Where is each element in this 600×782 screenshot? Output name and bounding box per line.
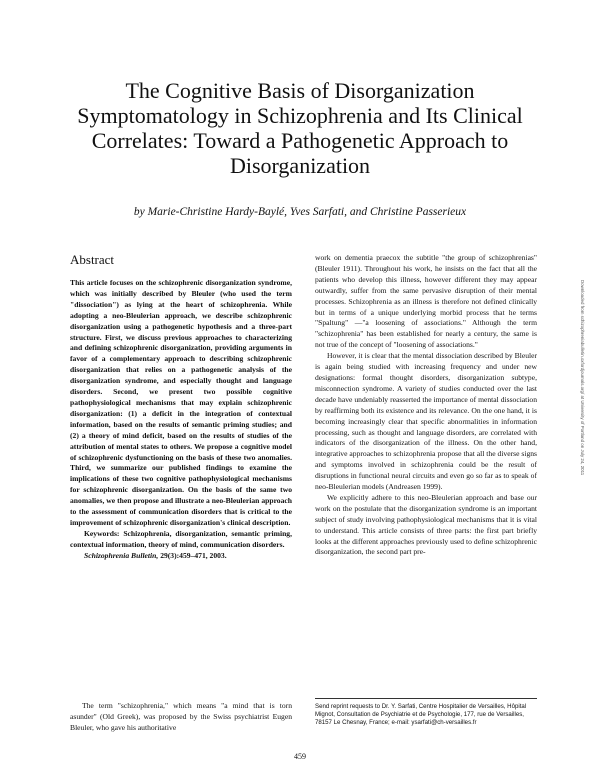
abstract-body: This article focuses on the schizophrenic disorganization syndrome, which was initially described by Bleuler (who used the term "dissociation") as lying at the heart of schizophrenia. While adopting a neo-Bleulerian approach, we describe schizophrenic disorganization using a pathogenetic hypothesis and a three-part structure. First, we discuss previous approaches to characterizing and defining schizophrenic disorganization, providing arguments in favor of a complementary approach to describing schizophrenic disorganization that relies on a pathogenetic analysis of the disorganization syndrome, and especially thought and language disorders. Second, we present two possible cognitive pathophysiological mechanisms that may explain schizophrenic disorganization: (1) a deficit in the integration of contextual information, based on the results of semantic priming studies; and (2) a theory of mind deficit, based on the results of studies of the attribution of mental states to others. We propose a cognitive model of schizophrenic dysfunctioning on the basis of these two anomalies. Third, we summarize our published findings to examine the implications of these two cognitive pathophysiological mechanisms for schizophrenic disorganization. On the basis of the same two anomalies, we then propose and illustrate a neo-Bleulerian approach to the assessment of communication disorders that is critical to the improvement of schizophrenic disorganization's clinical description. <box>70 278 292 527</box>
keywords-line <box>70 529 292 551</box>
abstract-heading: Abstract <box>70 252 115 267</box>
author-line: by Marie-Christine Hardy-Baylé, Yves Sarfati, and Christine Passerieux <box>133 206 467 218</box>
keywords-label: Keywords: <box>84 528 120 538</box>
body-paragraph-3: We explicitly adhere to this neo-Bleulerian approach and base our work on the postulate that the disorganization syndrome is an important subject of study involving pathophysiological mechanisms that it is vital to understand. This article consists of three parts: the first part briefly looks at the different approaches previously used to define schizophrenic disorganization, the second part pre- <box>315 492 537 557</box>
keywords-text: Schizophrenia, disorganization, semantic priming, contextual information, theory of mind, communication disorders. <box>70 528 292 549</box>
body-column-right <box>315 253 537 558</box>
correspondence-footnote: Send reprint requests to Dr. Y. Sarfati, Centre Hospitalier de Versailles, Hôpital Mignot, Consultation de Psychiatrie et de Psychologie, 177, rue de Versailles, 78157 Le Chesnay, France; e-mail: ysarfati@ch-versailles.fr <box>315 698 537 727</box>
download-watermark <box>579 280 587 480</box>
body-paragraph-1: work on dementia praecox the subtitle "the group of schizophrenias" (Bleuler 1911). Throughout his work, he insists on the fact that all the patients who develop this illness, however different they may appear outwardly, suffer from the same pervasive disruption of their mental processes. Schizophrenia as an illness is therefore not defined clinically but in terms of a unique underlying morbid process that he terms "Spaltung" —"a loosening of associations." Although the term "schizophrenia" has been established for nearly a century, the same is not true of the concept of "loosening of associations." <box>315 253 537 350</box>
citation-line <box>70 551 292 562</box>
intro-text-left <box>70 701 292 734</box>
abstract-column <box>70 252 292 562</box>
intro-paragraph-left: The term "schizophrenia," which means "a mind that is torn asunder" (Old Greek), was proposed by the Swiss psychiatrist Eugen Bleuler, who gave his authoritative <box>70 701 292 732</box>
page-number: 459 <box>294 752 306 761</box>
citation-journal: Schizophrenia Bulletin, <box>84 550 159 560</box>
article-title: The Cognitive Basis of Disorganization Symptomatology in Schizophrenia and Its Clinical Correlates: Toward a Pathogenetic Approach to Disorganization <box>77 78 523 178</box>
body-paragraph-2: However, it is clear that the mental dissociation described by Bleuler is again being studied with increasing frequency and under new designations: formal thought disorders, disorganization subtype, misconnection syndrome. A variety of studies conducted over the last decade have undeniably reasserted the importance of mental dissociation by reaffirming both its existence and its relevance. On the one hand, it is becoming increasingly clear that specific abnormalities in information processing, such as thought and language disorders, are correlated with indicators of the disorganization of the illness. On the other hand, integrative approaches to schizophrenia propose that all the diverse signs and symptoms involved in schizophrenia could be the result of disruptions in functional neural circuits and even go so far as to speak of neo-Bleulerian models (Andreasen 1999). <box>315 351 537 492</box>
citation-details: 29(3):459–471, 2003. <box>160 550 227 560</box>
download-watermark-text: Downloaded from schizophreniabulletin.oxfordjournals.org/ at University of Portland on July 24, 2011 <box>580 280 585 476</box>
